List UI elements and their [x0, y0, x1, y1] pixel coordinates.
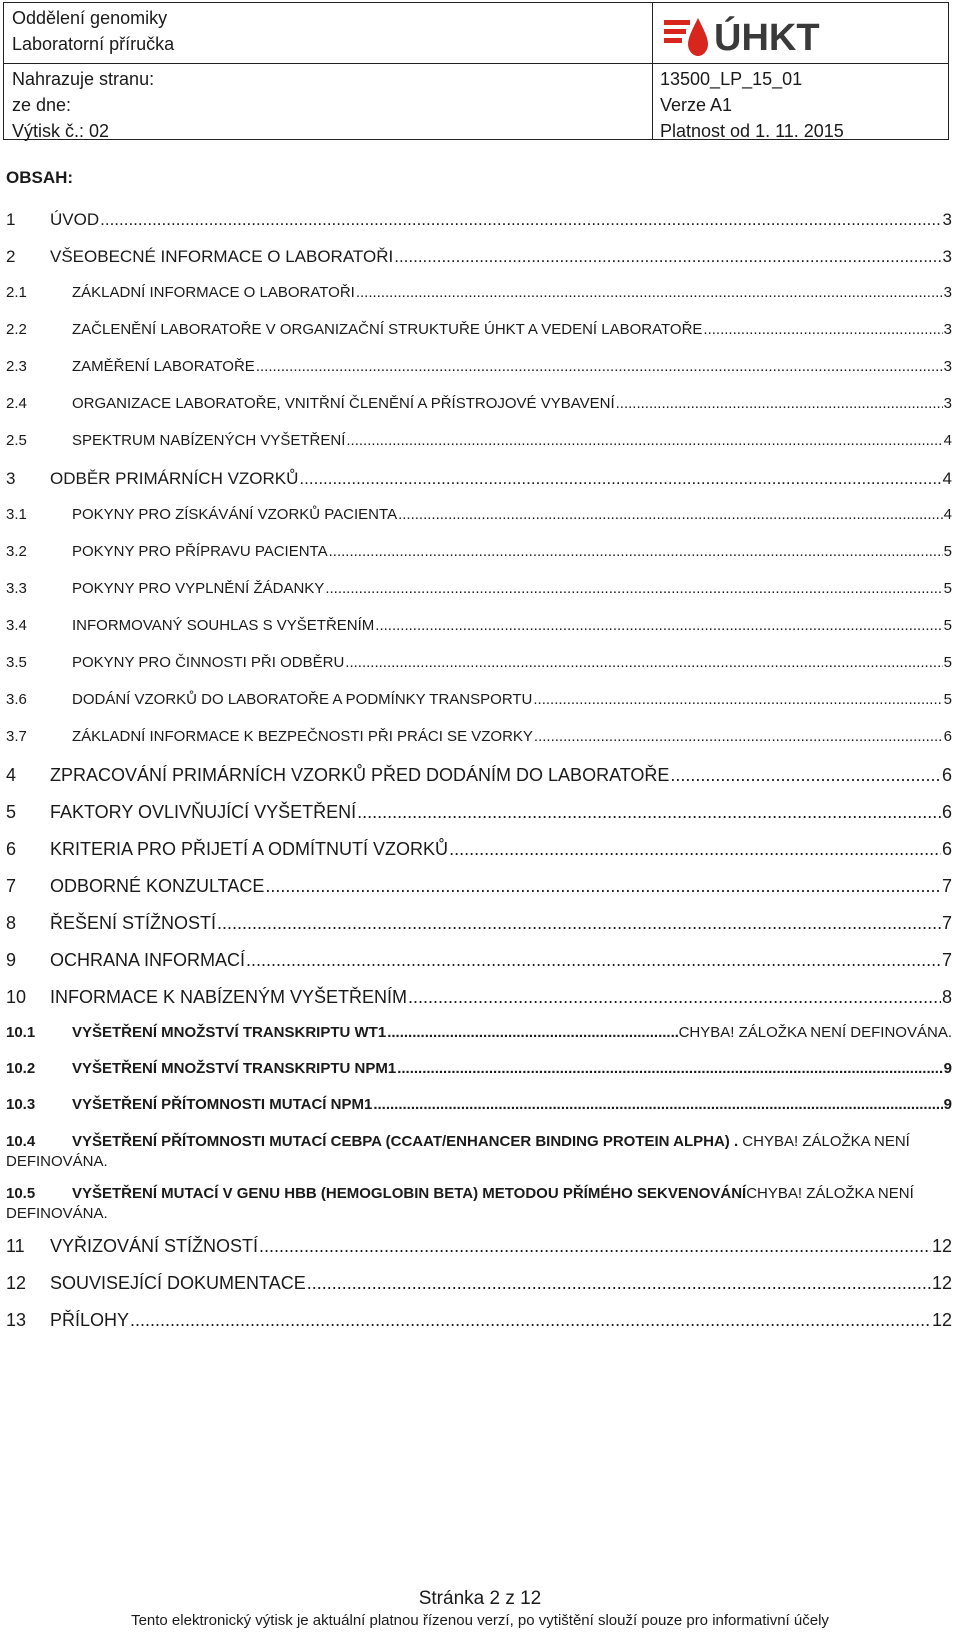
toc-entry-page: 4 — [943, 432, 952, 449]
toc-entry-page: 9 — [943, 1096, 952, 1113]
toc-entry[interactable] — [6, 1024, 952, 1060]
toc-entry-number: 10.4 — [6, 1133, 36, 1150]
toc-entry-label: OCHRANA INFORMACÍ — [50, 950, 246, 970]
department-name: Oddělení genomiky — [12, 8, 168, 28]
toc-entry-number: 2.2 — [6, 321, 27, 338]
toc-entry-number: 1 — [6, 210, 16, 229]
toc-entry[interactable] — [6, 1236, 952, 1273]
toc-dot-leader — [357, 802, 941, 823]
toc-entry-number: 5 — [6, 802, 17, 822]
toc-entry-number: 3.2 — [6, 543, 27, 560]
toc-dot-leader — [375, 617, 942, 634]
toc-entry[interactable] — [6, 247, 952, 284]
toc-entry[interactable] — [6, 580, 952, 617]
toc-entry-number: 10.1 — [6, 1024, 36, 1041]
toc-entry-page: 7 — [941, 876, 952, 896]
toc-entry-label: POKYNY PRO VYPLNĚNÍ ŽÁDANKY — [72, 580, 325, 597]
toc-dot-leader — [259, 1236, 931, 1257]
toc-entry-page: 3 — [943, 321, 952, 338]
copy-number: Výtisk č.: 02 — [12, 121, 110, 141]
toc-entry-page: 5 — [943, 654, 952, 671]
document-validity: Platnost od 1. 11. 2015 — [660, 121, 844, 141]
toc-entry-label: DODÁNÍ VZORKŮ DO LABORATOŘE A PODMÍNKY TRANSPORTU — [72, 691, 533, 708]
toc-entry-page: 4 — [943, 506, 952, 523]
toc-entry-page: 3 — [943, 395, 952, 412]
toc-entry-label: KRITERIA PRO PŘIJETÍ A ODMÍTNUTÍ VZORKŮ — [50, 839, 449, 859]
toc-entry-page: 6 — [941, 802, 952, 822]
toc-dot-leader — [398, 506, 943, 523]
toc-entry-page: 8 — [941, 987, 952, 1007]
toc-entry-number: 4 — [6, 765, 17, 785]
toc-entry-page: 3 — [942, 210, 952, 229]
toc-entry-page: 5 — [943, 617, 952, 634]
toc-entry-number: 12 — [6, 1273, 27, 1293]
toc-entry-page: 5 — [943, 543, 952, 560]
toc-dot-leader — [217, 913, 941, 934]
toc-dot-leader — [356, 284, 943, 301]
toc-entry[interactable] — [6, 802, 952, 839]
toc-entry-label: ŘEŠENÍ STÍŽNOSTÍ — [50, 913, 217, 933]
toc-entry-page-error: CHYBA! ZÁLOŽKA NENÍ DEFINOVÁNA. — [678, 1024, 952, 1041]
header-divider-horizontal — [4, 63, 948, 64]
toc-dot-leader — [246, 950, 941, 971]
toc-entry-number: 2.1 — [6, 284, 27, 301]
from-date-label: ze dne: — [12, 95, 72, 115]
toc-entry[interactable] — [6, 210, 952, 247]
toc-entry-number: 2.5 — [6, 432, 27, 449]
toc-entry-label: FAKTORY OVLIVŇUJÍCÍ VYŠETŘENÍ — [50, 802, 357, 822]
toc-entry-number: 10.3 — [6, 1096, 36, 1113]
toc-entry-label: INFORMOVANÝ SOUHLAS S VYŠETŘENÍM — [72, 617, 375, 634]
toc-dot-leader — [394, 247, 941, 267]
toc-entry-label: VYŠETŘENÍ MUTACÍ V GENU HBB (HEMOGLOBIN BETA) METODOU PŘÍMÉHO SEKVENOVÁNÍ — [72, 1185, 747, 1202]
toc-entry-page-error: CHYBA! ZÁLOŽKA NENÍ DEFINOVÁNA. — [6, 1133, 910, 1170]
toc-entry-number: 2.4 — [6, 395, 27, 412]
page-number: Stránka 2 z 12 — [418, 1588, 542, 1609]
toc-dot-leader — [346, 432, 942, 449]
toc-entry-number: 10.2 — [6, 1060, 36, 1077]
toc-dot-leader — [670, 765, 941, 786]
toc-dot-leader — [373, 1096, 942, 1113]
toc-dot-leader — [345, 654, 942, 671]
toc-entry[interactable] — [6, 839, 952, 876]
toc-entry-label: VŠEOBECNÉ INFORMACE O LABORATOŘI — [50, 247, 394, 266]
uhkt-logo — [664, 10, 836, 58]
toc-dot-leader — [100, 210, 941, 230]
toc-title: OBSAH: — [6, 168, 74, 187]
toc-entry[interactable] — [6, 876, 952, 913]
toc-entry[interactable] — [6, 987, 952, 1024]
toc-entry-label: VYŠETŘENÍ PŘÍTOMNOSTI MUTACÍ CEBPA (CCAAT/ENHANCER BINDING PROTEIN ALPHA) . — [72, 1133, 739, 1150]
toc-entry-page: 7 — [941, 913, 952, 933]
toc-dot-leader — [307, 1273, 931, 1294]
toc-entry-label: POKYNY PRO PŘÍPRAVU PACIENTA — [72, 543, 328, 560]
toc-entry-number: 10.5 — [6, 1185, 36, 1202]
toc-dot-leader — [299, 469, 941, 489]
toc-entry[interactable] — [6, 506, 952, 543]
toc-entry[interactable] — [6, 950, 952, 987]
toc-entry[interactable] — [6, 765, 952, 802]
replaces-page-label: Nahrazuje stranu: — [12, 69, 155, 89]
toc-dot-leader — [256, 358, 943, 375]
toc-entry-page: 5 — [943, 580, 952, 597]
toc-dot-leader — [616, 395, 943, 412]
toc-dot-leader — [533, 691, 942, 708]
toc-entry-number: 3.6 — [6, 691, 27, 708]
toc-entry-page-error: CHYBA! ZÁLOŽKA NENÍ DEFINOVÁNA. — [6, 1185, 914, 1222]
toc-entry-number: 8 — [6, 913, 17, 933]
table-of-contents — [6, 168, 952, 1347]
toc-dot-leader — [265, 876, 941, 897]
toc-dot-leader — [449, 839, 941, 860]
toc-entry-label: PŘÍLOHY — [50, 1310, 130, 1330]
toc-dot-leader — [329, 543, 943, 560]
toc-entry-page: 6 — [943, 728, 952, 745]
toc-entry-label: VYŠETŘENÍ MNOŽSTVÍ TRANSKRIPTU NPM1 — [72, 1060, 397, 1077]
toc-dot-leader — [408, 987, 941, 1008]
toc-entry-label: INFORMACE K NABÍZENÝM VYŠETŘENÍM — [50, 987, 408, 1007]
header-document-id-block — [660, 66, 844, 144]
toc-dot-leader — [325, 580, 942, 597]
toc-entry-number: 11 — [6, 1236, 25, 1256]
toc-entry-label: POKYNY PRO ZÍSKÁVÁNÍ VZORKŮ PACIENTA — [72, 506, 398, 523]
toc-entry-label: SPEKTRUM NABÍZENÝCH VYŠETŘENÍ — [72, 432, 346, 449]
toc-dot-leader — [703, 321, 942, 338]
toc-entry-label: ZPRACOVÁNÍ PRIMÁRNÍCH VZORKŮ PŘED DODÁNÍM DO LABORATOŘE — [50, 765, 670, 785]
toc-dot-leader — [534, 728, 943, 745]
toc-entry-number: 2.3 — [6, 358, 27, 375]
toc-entry-page: 3 — [943, 358, 952, 375]
toc-entry-page: 6 — [941, 839, 952, 859]
logo-lettering: ÚHKT — [714, 17, 820, 58]
toc-entry-number: 3.5 — [6, 654, 27, 671]
toc-entry-page: 5 — [943, 691, 952, 708]
toc-entry[interactable] — [6, 395, 952, 432]
toc-entry-number: 2 — [6, 247, 16, 266]
toc-dot-leader — [387, 1024, 677, 1041]
header-replacement-block — [12, 66, 154, 144]
toc-entry-label: ZAMĚŘENÍ LABORATOŘE — [72, 358, 255, 375]
toc-entry-label: ZÁKLADNÍ INFORMACE O LABORATOŘI — [72, 284, 355, 301]
toc-entry[interactable] — [6, 1273, 952, 1310]
document-version: Verze A1 — [660, 95, 733, 115]
toc-entry[interactable] — [6, 358, 952, 395]
toc-entry[interactable] — [6, 913, 952, 950]
toc-entry-number: 10 — [6, 987, 27, 1007]
toc-entry-page: 3 — [942, 247, 952, 266]
toc-entry-number: 3 — [6, 469, 16, 488]
toc-entry-number: 7 — [6, 876, 17, 896]
toc-entry[interactable] — [6, 1096, 952, 1132]
toc-entry-label: ÚVOD — [50, 210, 100, 229]
toc-entry-label: ZÁKLADNÍ INFORMACE K BEZPEČNOSTI PŘI PRÁCI SE VZORKY — [72, 728, 533, 745]
toc-entry[interactable] — [6, 1310, 952, 1347]
toc-entry-number: 3.1 — [6, 506, 27, 523]
toc-entry[interactable] — [6, 284, 952, 321]
toc-entry[interactable] — [6, 1184, 952, 1236]
toc-entry-number: 3.4 — [6, 617, 27, 634]
toc-entry-page: 3 — [943, 284, 952, 301]
toc-entry[interactable] — [6, 654, 952, 691]
header-divider-vertical — [652, 3, 653, 139]
toc-entry-label: POKYNY PRO ČINNOSTI PŘI ODBĚRU — [72, 654, 345, 671]
toc-entry-label: ORGANIZACE LABORATOŘE, VNITŘNÍ ČLENĚNÍ A PŘÍSTROJOVÉ VYBAVENÍ — [72, 395, 615, 412]
toc-entry-label: VYŠETŘENÍ MNOŽSTVÍ TRANSKRIPTU WT1 — [72, 1024, 387, 1041]
manual-title: Laboratorní příručka — [12, 34, 175, 54]
footer-notice: Tento elektronický výtisk je aktuální platnou řízenou verzí, po vytištění slouží pouze pro informativní účely — [131, 1612, 829, 1629]
toc-entry-label: SOUVISEJÍCÍ DOKUMENTACE — [50, 1273, 306, 1293]
toc-entry-number: 9 — [6, 950, 17, 970]
toc-entry[interactable] — [6, 543, 952, 580]
toc-dot-leader — [130, 1310, 931, 1331]
toc-entry[interactable] — [6, 321, 952, 358]
toc-entry-number: 13 — [6, 1310, 27, 1330]
toc-entry[interactable] — [6, 469, 952, 506]
document-code: 13500_LP_15_01 — [660, 69, 803, 89]
toc-entry-page: 12 — [931, 1236, 952, 1256]
toc-entry-number: 6 — [6, 839, 17, 859]
toc-entry[interactable] — [6, 728, 952, 765]
toc-dot-leader — [397, 1060, 942, 1077]
toc-entry[interactable] — [6, 432, 952, 469]
toc-entry-page: 7 — [941, 950, 952, 970]
toc-entry-page: 9 — [943, 1060, 952, 1077]
toc-entry-number: 3.3 — [6, 580, 27, 597]
toc-entry-page: 4 — [942, 469, 952, 488]
toc-entry-page: 12 — [931, 1310, 952, 1330]
toc-entry[interactable] — [6, 1132, 952, 1184]
toc-entry-page: 6 — [941, 765, 952, 785]
toc-entry-label: VYŘIZOVÁNÍ STÍŽNOSTÍ — [50, 1236, 259, 1256]
toc-entry[interactable] — [6, 691, 952, 728]
toc-entry-label: ODBĚR PRIMÁRNÍCH VZORKŮ — [50, 469, 299, 488]
toc-entry-label: VYŠETŘENÍ PŘÍTOMNOSTI MUTACÍ NPM1 — [72, 1096, 373, 1113]
document-header — [3, 2, 949, 140]
toc-entry[interactable] — [6, 617, 952, 654]
toc-entry-label: ODBORNÉ KONZULTACE — [50, 876, 265, 896]
toc-entry-number: 3.7 — [6, 728, 27, 745]
toc-entry-page: 12 — [931, 1273, 952, 1293]
toc-entry[interactable] — [6, 1060, 952, 1096]
header-department-block — [12, 5, 174, 57]
toc-entry-label: ZAČLENĚNÍ LABORATOŘE V ORGANIZAČNÍ STRUKTUŘE ÚHKT A VEDENÍ LABORATOŘE — [72, 321, 703, 338]
